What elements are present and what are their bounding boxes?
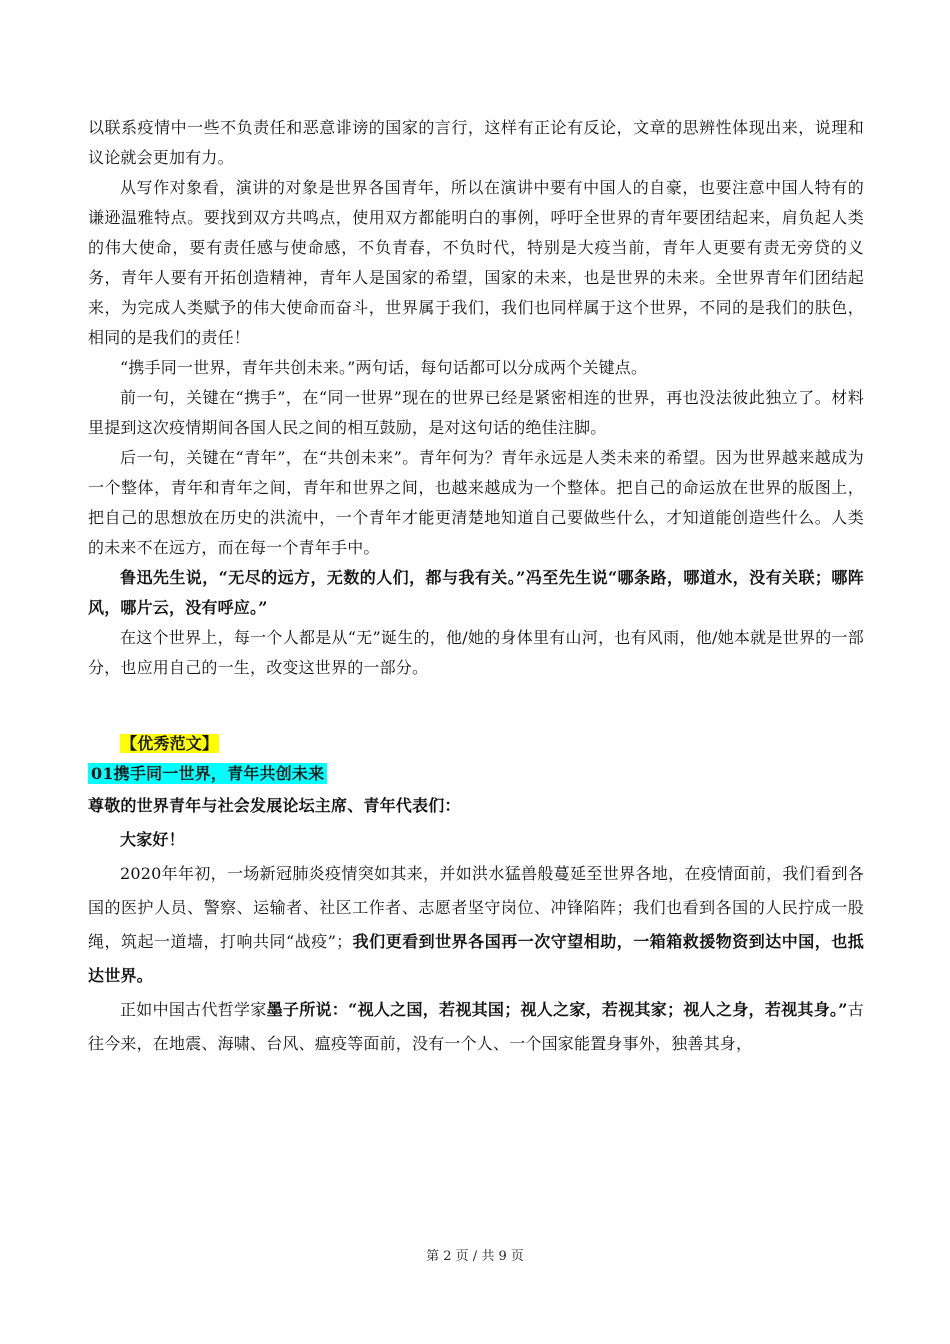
essay-p2-start: 正如中国古代哲学家 <box>120 1000 267 1019</box>
spacer <box>88 683 864 729</box>
essay-p1-bold: 我们更看到世界各国再一次守望相助，一箱箱救援物资到达中国，也抵达世界。 <box>88 932 865 985</box>
paragraph-continuation: 以联系疫情中一些不负责任和恶意诽谤的国家的言行，这样有正论有反论，文章的思辨性体现出来，说理和议论就会更加有力。 <box>88 118 864 167</box>
essay-body <box>88 789 864 1061</box>
paragraph-conclusion: 在这个世界上，每一个人都是从“无”诞生的，他/她的身体里有山河，也有风雨，他/她本就是世界的一部分，也应用自己的一生，改变这世界的一部分。 <box>88 628 864 677</box>
section-tag: 【优秀范文】 <box>121 734 219 753</box>
page-footer: 第 2 页 / 共 9 页 <box>426 1249 524 1264</box>
paragraph-theme: “携手同一世界，青年共创未来。”两句话，每句话都可以分成两个关键点。 <box>120 358 648 377</box>
essay-paragraph-2 <box>88 993 864 1061</box>
section-tag-line <box>88 729 864 759</box>
essay-p2-bold: 墨子所说：“视人之国，若视其国；视人之家，若视其家；视人之身，若视其身。” <box>266 1000 848 1019</box>
essay-title-line <box>88 759 864 789</box>
paragraph-quotes: 鲁迅先生说，“无尽的远方，无数的人们，都与我有关。”冯至先生说“哪条路，哪道水，没有关联；哪阵风，哪片云，没有呼应。” <box>88 568 864 617</box>
essay-salutation: 尊敬的世界青年与社会发展论坛主席、青年代表们： <box>88 796 461 815</box>
essay-title: 01携手同一世界，青年共创未来 <box>88 763 327 784</box>
essay-greeting: 大家好！ <box>120 830 185 849</box>
essay-p2-rest: 古往今来，在地震、海啸、台风、瘟疫等面前，没有一个人、一个国家能置身事外，独善其身， <box>88 1000 864 1053</box>
paragraph-audience: 从写作对象看，演讲的对象是世界各国青年，所以在演讲中要有中国人的自豪，也要注意中国人特有的谦逊温雅特点。要找到双方共鸣点，使用双方都能明白的事例，呼吁全世界的青年要团结起来，肩负起人类的伟大使命，要有责任感与使命感，不负青春，不负时代，特别是大疫当前，青年人更要有责无旁贷的义务，青年人要有开拓创造精神，青年人是国家的希望，国家的未来，也是世界的未来。全世界青年们团结起来，为完成人类赋予的伟大使命而奋斗，世界属于我们，我们也同样属于这个世界，不同的是我们的肤色，相同的是我们的责任！ <box>88 178 864 347</box>
paragraph-first-sentence: 前一句，关键在“携手”，在“同一世界”现在的世界已经是紧密相连的世界，再也没法彼此独立了。材料里提到这次疫情期间各国人民之间的相互鼓励，是对这句话的绝佳注脚。 <box>88 388 864 437</box>
essay-paragraph-1 <box>88 857 864 993</box>
document-body <box>88 113 864 1061</box>
paragraph-second-sentence: 后一句，关键在“青年”，在“共创未来”。青年何为？青年永远是人类未来的希望。因为世界越来越成为一个整体，青年和青年之间，青年和世界之间，也越来越成为一个整体。把自己的命运放在世界的版图上，把自己的思想放在历史的洪流中，一个青年才能更清楚地知道自己要做些什么，才知道能创造些什么。人类的未来不在远方，而在每一个青年手中。 <box>88 448 864 557</box>
essay-p1-text: 2020年年初，一场新冠肺炎疫情突如其来，并如洪水猛兽般蔓延至世界各地，在疫情面前，我们看到各国的医护人员、警察、运输者、社区工作者、志愿者坚守岗位、冲锋陷阵；我们也看到各国的人民拧成一股绳，筑起一道墙，打响共同“战疫”； <box>88 864 864 951</box>
